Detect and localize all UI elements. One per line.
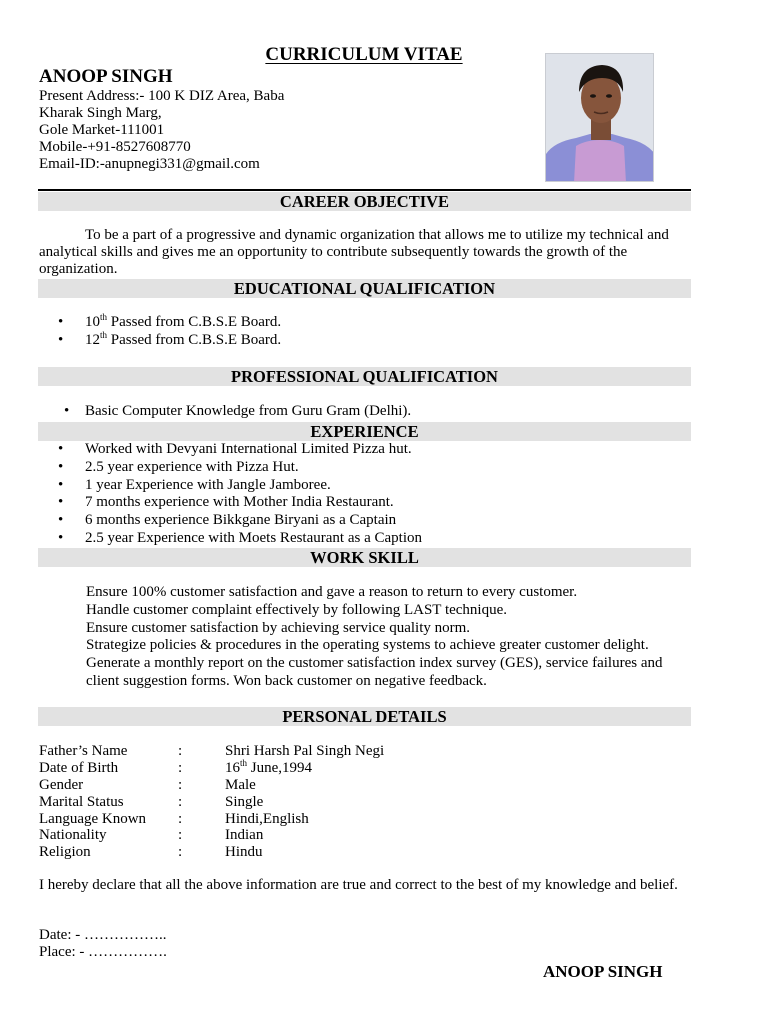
- detail-separator: :: [178, 793, 183, 810]
- detail-separator: :: [178, 810, 183, 827]
- detail-separator: :: [178, 776, 183, 793]
- skill-line: client suggestion forms. Won back customer on negative feedback.: [86, 672, 487, 689]
- signature-name: ANOOP SINGH: [543, 962, 663, 981]
- profile-photo: [545, 53, 654, 182]
- address-line: Gole Market-111001: [39, 122, 165, 138]
- email-line: Email-ID:-anupnegi331@gmail.com: [39, 156, 260, 172]
- list-item: • 12th Passed from C.B.S.E Board.: [58, 332, 281, 350]
- detail-value: Hindi,English: [225, 810, 309, 827]
- detail-label: Nationality: [39, 827, 107, 844]
- list-item: • 7 months experience with Mother India Restaurant.: [58, 494, 422, 512]
- detail-separator: :: [178, 827, 183, 844]
- detail-value: Shri Harsh Pal Singh Negi: [225, 743, 385, 759]
- detail-label: Gender: [39, 776, 84, 793]
- section-heading-personal-details: PERSONAL DETAILS: [38, 707, 691, 726]
- section-heading-experience: EXPERIENCE: [38, 422, 691, 441]
- person-portrait-icon: [546, 54, 654, 182]
- skill-line: Strategize policies & procedures in the operating systems to achieve greater customer delight.: [86, 637, 649, 654]
- education-list: [58, 314, 281, 350]
- detail-value: Hindu: [225, 844, 263, 861]
- address-line: Kharak Singh Marg,: [39, 105, 162, 121]
- list-item: • 10th Passed from C.B.S.E Board.: [58, 314, 281, 332]
- detail-value: Indian: [225, 827, 264, 844]
- list-item: • 1 year Experience with Jangle Jamboree.: [58, 477, 422, 495]
- list-item: • Basic Computer Knowledge from Guru Gram (Delhi).: [64, 403, 411, 421]
- professional-list: [64, 403, 411, 421]
- list-item: • 6 months experience Bikkgane Biryani as a Captain: [58, 512, 422, 530]
- detail-separator: :: [178, 844, 183, 861]
- detail-label: Date of Birth: [39, 759, 119, 776]
- work-skill-list: [86, 584, 662, 691]
- detail-separator: :: [178, 759, 183, 776]
- experience-list: [58, 441, 422, 548]
- declaration-text: I hereby declare that all the above information are true and correct to the best of my knowledge and belief.: [39, 877, 678, 893]
- contact-block: [39, 88, 284, 173]
- mobile-line: Mobile-+91-8527608770: [39, 139, 191, 155]
- skill-line: Ensure customer satisfaction by achieving service quality norm.: [86, 619, 471, 636]
- section-heading-professional: PROFESSIONAL QUALIFICATION: [38, 367, 691, 386]
- skill-line: Ensure 100% customer satisfaction and gave a reason to return to every customer.: [86, 584, 578, 600]
- date-line: Date: - ……………..: [39, 927, 167, 943]
- detail-value: Male: [225, 776, 256, 793]
- list-item: • 2.5 year Experience with Moets Restaurant as a Caption: [58, 530, 422, 548]
- detail-value: Single: [225, 793, 264, 810]
- section-heading-work-skill: WORK SKILL: [38, 548, 691, 567]
- detail-label: Religion: [39, 844, 91, 861]
- detail-label: Language Known: [39, 810, 147, 827]
- skill-line: Handle customer complaint effectively by following LAST technique.: [86, 601, 508, 618]
- career-objective-text: To be a part of a progressive and dynamic organization that allows me to utilize my technical and analytical skills and gives me an opportunity to contribute subsequently towards the growth of the organization.: [39, 227, 669, 277]
- detail-separator: :: [178, 743, 183, 759]
- applicant-name: ANOOP SINGH: [39, 66, 173, 87]
- address-line: Present Address:- 100 K DIZ Area, Baba: [39, 88, 285, 104]
- detail-label: Father’s Name: [39, 743, 128, 759]
- document-title: CURRICULUM VITAE: [265, 44, 463, 65]
- detail-value: 16th June,1994: [225, 757, 313, 776]
- list-item: • 2.5 year experience with Pizza Hut.: [58, 459, 422, 477]
- header-divider: [38, 189, 691, 191]
- place-line: Place: - …………….: [39, 944, 167, 960]
- detail-label: Marital Status: [39, 793, 124, 810]
- skill-line: Generate a monthly report on the customer satisfaction index survey (GES), service failures and: [86, 655, 663, 672]
- section-heading-career-objective: CAREER OBJECTIVE: [38, 192, 691, 211]
- section-heading-education: EDUCATIONAL QUALIFICATION: [38, 279, 691, 298]
- list-item: • Worked with Devyani International Limited Pizza hut.: [58, 441, 422, 459]
